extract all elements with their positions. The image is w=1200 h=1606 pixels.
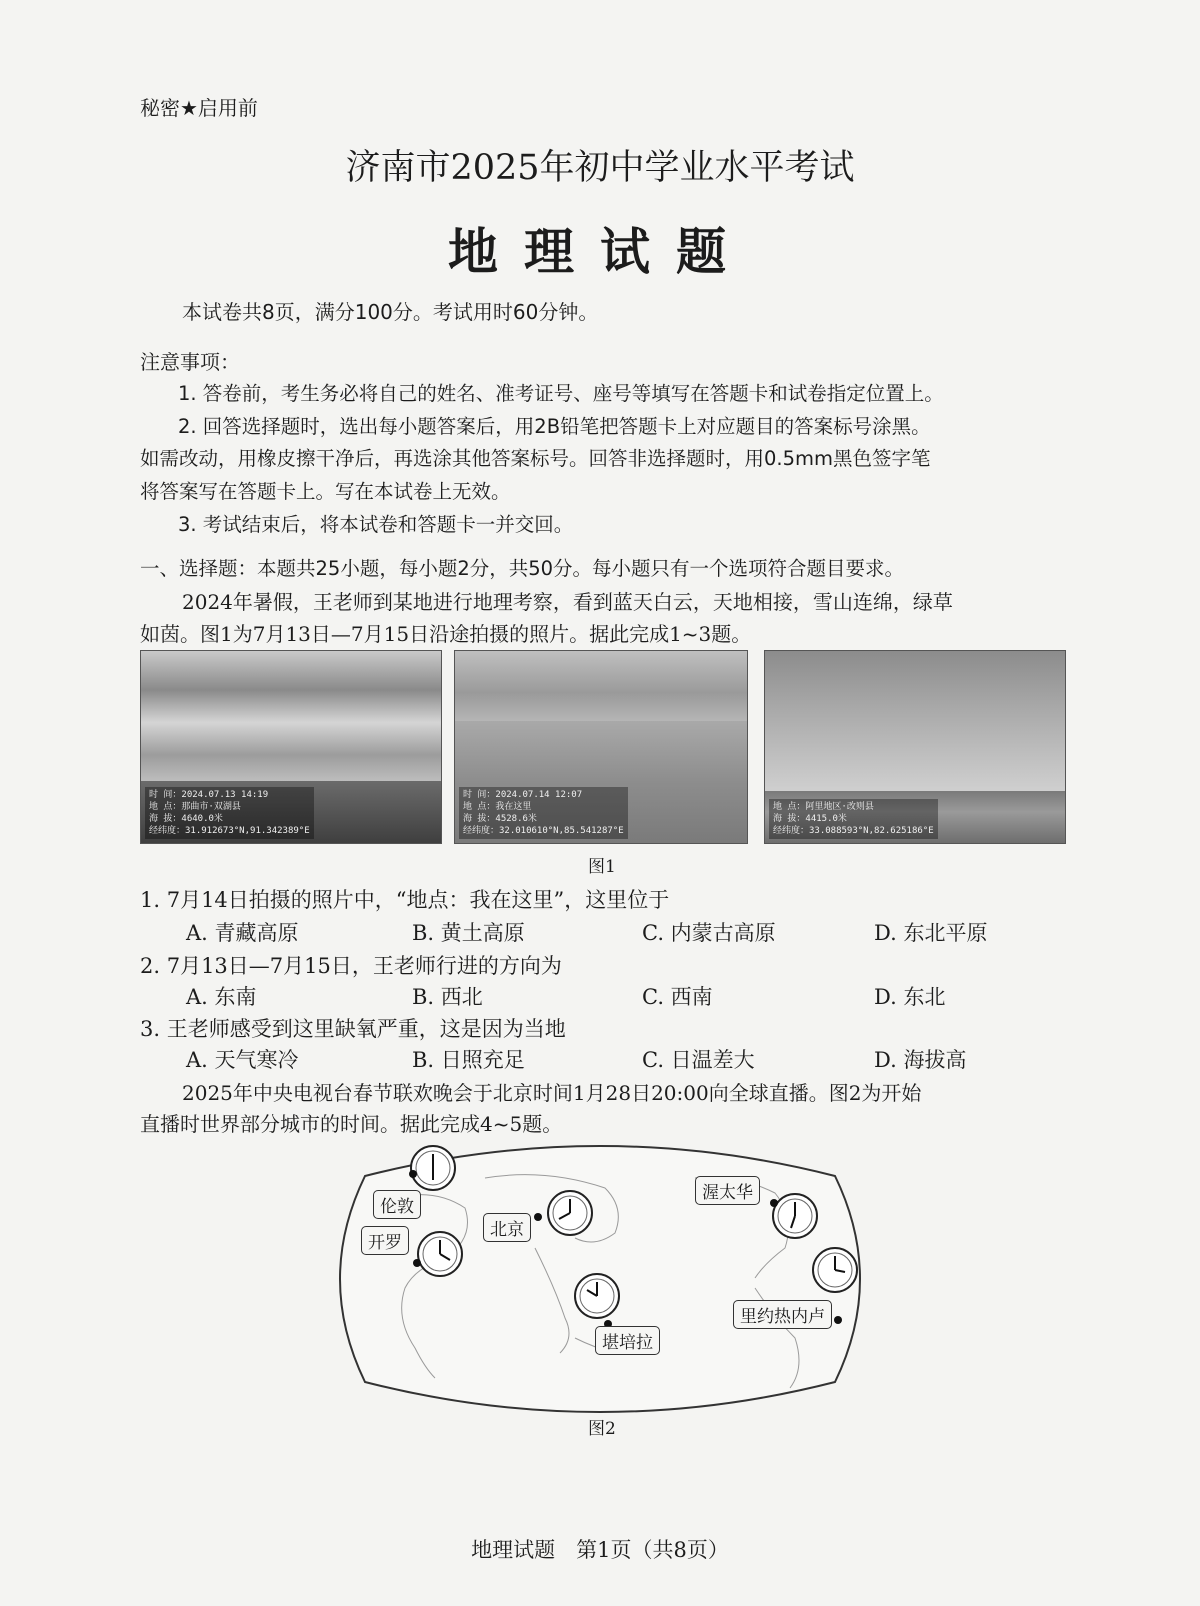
section1-intro: 2024年暑假，王老师到某地进行地理考察，看到蓝天白云，天地相接，雪山连绵，绿草 <box>182 590 953 614</box>
question-1-option-d[interactable]: D. 东北平原 <box>874 921 988 945</box>
exam-info: 本试卷共8页，满分100分。考试用时60分钟。 <box>182 300 599 324</box>
notes-item-2-cont: 如需改动，用橡皮擦干净后，再选涂其他答案标号。回答非选择题时，用0.5mm黑色签字笔 <box>140 447 931 470</box>
question-2-stem: 2. 7月13日—7月15日，王老师行进的方向为 <box>140 954 562 978</box>
question-1-stem: 1. 7月14日拍摄的照片中，“地点：我在这里”，这里位于 <box>140 888 670 912</box>
secret-label: 秘密★启用前 <box>140 96 258 120</box>
city-label-london: 伦敦 <box>373 1190 421 1219</box>
question-2-option-d[interactable]: D. 东北 <box>874 985 946 1009</box>
notes-item-1: 1. 答卷前，考生务必将自己的姓名、准考证号、座号等填写在答题卡和试卷指定位置上。 <box>178 382 944 405</box>
city-label-rio: 里约热内卢 <box>733 1300 832 1329</box>
question-1-option-c[interactable]: C. 内蒙古高原 <box>642 921 776 945</box>
photo-jul14-info: 时 间：2024.07.14 12:07 地 点：我在这里 海 拔：4528.6米 经纬度：32.010610°N,85.541287°E <box>459 787 628 839</box>
question-1-option-b[interactable]: B. 黄土高原 <box>412 921 525 945</box>
photo-jul14 <box>454 650 748 844</box>
city-label-cairo: 开罗 <box>361 1226 409 1255</box>
notes-title: 注意事项： <box>140 350 240 374</box>
question-3-stem: 3. 王老师感受到这里缺氧严重，这是因为当地 <box>140 1017 566 1041</box>
clock-rio <box>813 1248 857 1292</box>
notes-item-3: 3. 考试结束后，将本试卷和答题卡一并交回。 <box>178 513 574 536</box>
figure1-caption: 图1 <box>588 857 616 877</box>
question-3-option-a[interactable]: A. 天气寒冷 <box>186 1048 299 1072</box>
passage2: 2025年中央电视台春节联欢晚会于北京时间1月28日20:00向全球直播。图2为开始 <box>182 1081 922 1105</box>
clock-canberra <box>575 1274 619 1318</box>
notes-item-2-end: 将答案写在答题卡上。写在本试卷上无效。 <box>140 480 511 503</box>
photo-jul13 <box>140 650 442 844</box>
question-3-option-d[interactable]: D. 海拔高 <box>874 1048 967 1072</box>
question-1-option-a[interactable]: A. 青藏高原 <box>186 921 299 945</box>
exam-title: 济南市2025年初中学业水平考试 <box>345 148 855 188</box>
city-label-ottawa: 渥太华 <box>695 1176 760 1205</box>
question-3-option-c[interactable]: C. 日温差大 <box>642 1048 755 1072</box>
question-3-option-b[interactable]: B. 日照充足 <box>412 1048 525 1072</box>
page-footer: 地理试题 第1页（共8页） <box>471 1538 729 1562</box>
section1-intro-cont: 如茵。图1为7月13日—7月15日沿途拍摄的照片。据此完成1~3题。 <box>140 622 752 646</box>
clock-ottawa <box>773 1194 817 1238</box>
question-2-option-c[interactable]: C. 西南 <box>642 985 713 1009</box>
clocks-layer <box>325 1138 875 1420</box>
clock-cairo <box>418 1232 462 1276</box>
figure2-caption: 图2 <box>588 1419 616 1439</box>
passage2-cont: 直播时世界部分城市的时间。据此完成4~5题。 <box>140 1112 563 1136</box>
question-2-option-b[interactable]: B. 西北 <box>412 985 483 1009</box>
notes-item-2: 2. 回答选择题时，选出每小题答案后，用2B铅笔把答题卡上对应题目的答案标号涂黑。 <box>178 415 931 438</box>
photo-jul15 <box>764 650 1066 844</box>
clock-london <box>411 1146 455 1190</box>
photo-jul13-info: 时 间：2024.07.13 14:19 地 点：那曲市·双湖县 海 拔：4640.0米 经纬度：31.912673°N,91.342389°E <box>145 787 314 839</box>
world-map-figure <box>325 1138 875 1420</box>
section1-title: 一、选择题：本题共25小题，每小题2分，共50分。每小题只有一个选项符合题目要求。 <box>140 557 905 580</box>
city-label-canberra: 堪培拉 <box>595 1326 660 1355</box>
photo-jul15-info: 地 点：阿里地区·改则县 海 拔：4415.0米 经纬度：33.088593°N,82.625186°E <box>769 799 938 839</box>
subject-title: 地理试题 <box>448 223 752 281</box>
city-label-beijing: 北京 <box>483 1213 531 1242</box>
question-2-option-a[interactable]: A. 东南 <box>186 985 257 1009</box>
clock-beijing <box>548 1191 592 1235</box>
